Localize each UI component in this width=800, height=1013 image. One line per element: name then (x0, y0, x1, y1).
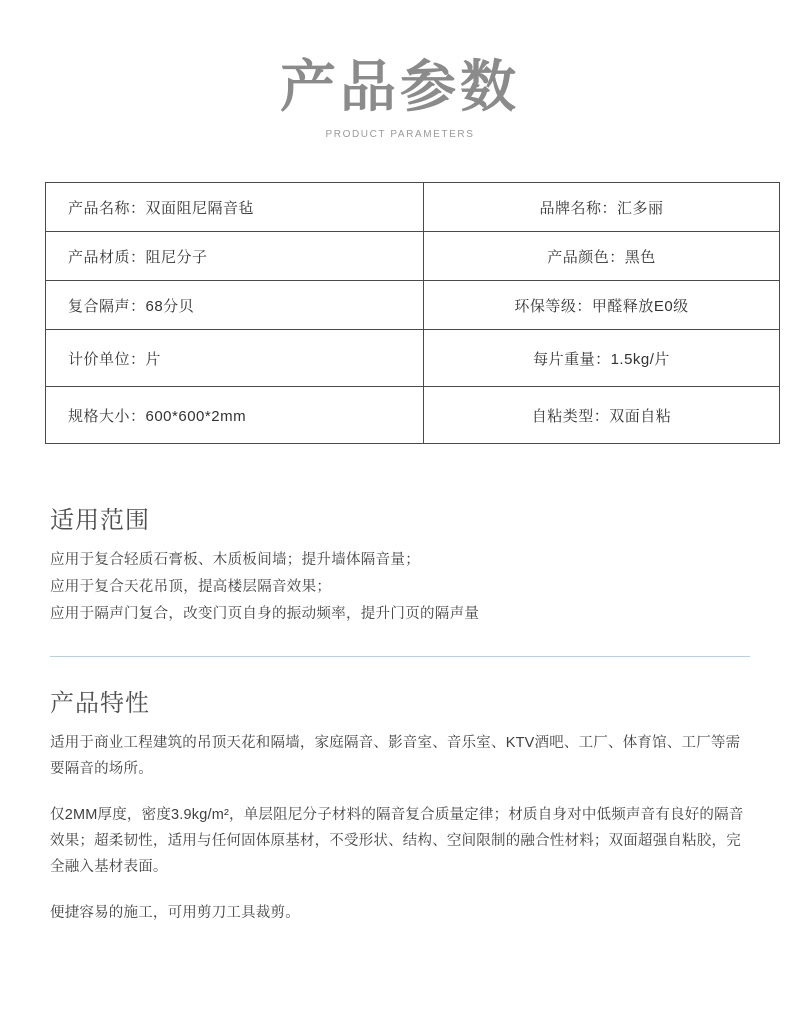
spec-cell-eco-grade (424, 281, 780, 330)
spec-text: 每片重量：1.5kg/片 (533, 350, 670, 368)
spec-table (45, 182, 780, 444)
scope-line: 应用于复合天花吊顶，提高楼层隔音效果； (50, 579, 332, 596)
features-paragraph: 适用于商业工程建筑的吊顶天花和隔墙，家庭隔音、影音室、音乐室、KTV酒吧、工厂、体育馆、工厂等需要隔音的场所。 (50, 735, 741, 778)
features-section (50, 683, 750, 926)
table-row (46, 387, 780, 444)
spec-text: 计价单位：片 (68, 350, 162, 368)
table-row (46, 281, 780, 330)
scope-line: 应用于复合轻质石膏板、木质板间墙；提升墙体隔音量； (50, 552, 420, 569)
spec-text: 自粘类型：双面自粘 (531, 407, 672, 425)
spec-cell-material (46, 232, 424, 281)
spec-cell-unit (46, 330, 424, 387)
spec-cell-size (46, 387, 424, 444)
spec-cell-soundproof (46, 281, 424, 330)
page-header (0, 0, 800, 140)
table-row (46, 330, 780, 387)
table-row (46, 232, 780, 281)
features-paragraph: 仅2MM厚度，密度3.9kg/m²，单层阻尼分子材料的隔音复合质量定律；材质自身对中低频声音有良好的隔音效果；超柔韧性，适用与任何固体原基材，不受形状、结构、空间限制的融合性材料；双面超强自粘胶，完全融入基材表面。 (50, 807, 744, 876)
features-title: 产品特性 (50, 690, 150, 718)
spec-cell-adhesive-type (424, 387, 780, 444)
spec-cell-brand (424, 183, 780, 232)
spec-text: 产品材质：阻尼分子 (68, 248, 208, 266)
spec-text: 环保等级：甲醛释放E0级 (514, 297, 689, 315)
page-subtitle: PRODUCT PARAMETERS (325, 129, 475, 141)
section-divider (50, 656, 750, 657)
spec-cell-weight (424, 330, 780, 387)
spec-text: 复合隔声：68分贝 (68, 297, 195, 315)
scope-section (50, 500, 750, 628)
spec-table-wrapper (45, 182, 755, 444)
spec-cell-color (424, 232, 780, 281)
spec-text: 产品颜色：黑色 (547, 248, 656, 266)
spec-cell-name (46, 183, 424, 232)
spec-text: 品牌名称：汇多丽 (539, 199, 664, 217)
features-paragraph: 便捷容易的施工，可用剪刀工具裁剪。 (50, 905, 300, 922)
spec-text: 规格大小：600*600*2mm (68, 407, 247, 425)
page-title: 产品参数 (280, 55, 520, 118)
scope-title: 适用范围 (50, 507, 150, 535)
table-row (46, 183, 780, 232)
scope-line: 应用于隔声门复合，改变门页自身的振动频率，提升门页的隔声量 (50, 606, 480, 623)
spec-text: 产品名称：双面阻尼隔音毡 (68, 199, 255, 217)
